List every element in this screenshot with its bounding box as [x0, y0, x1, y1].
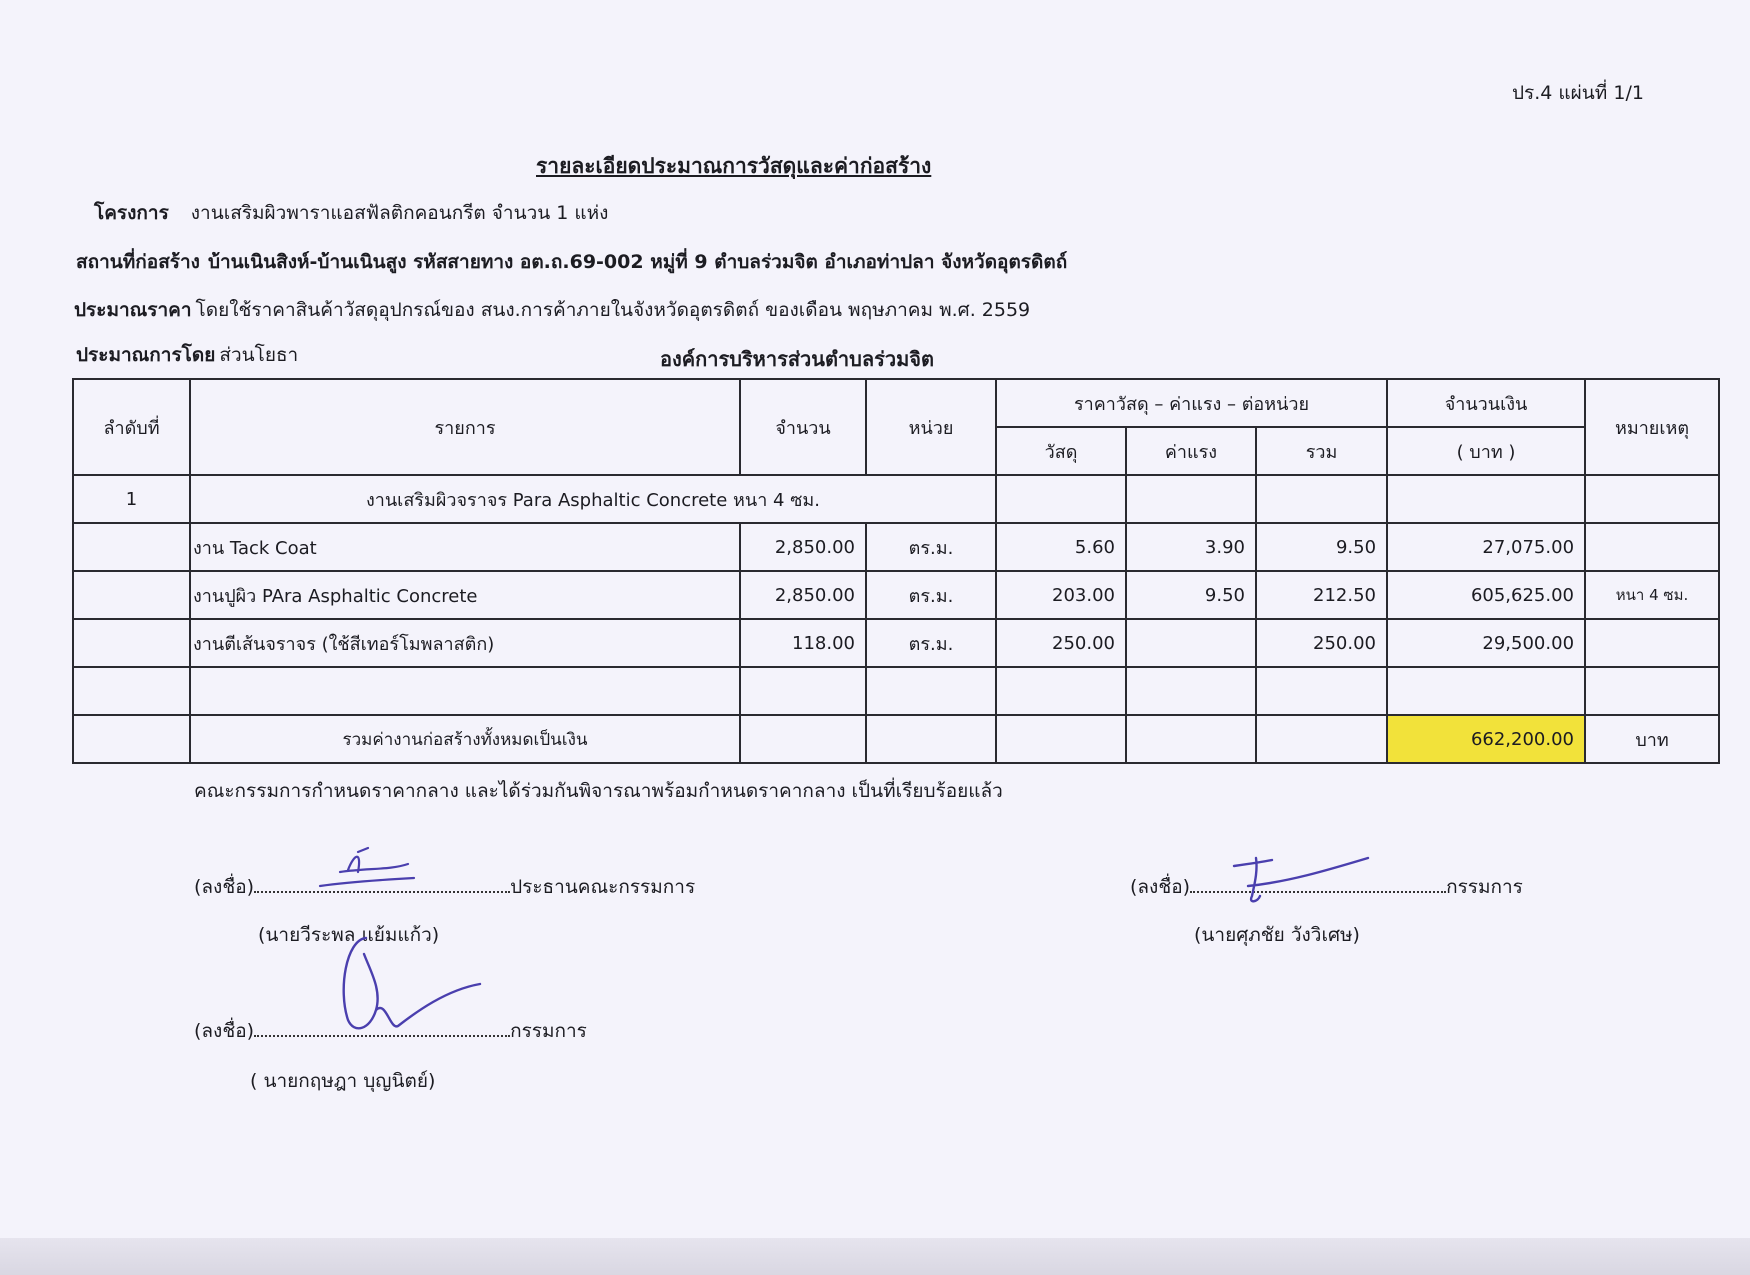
item-remark	[1585, 523, 1719, 571]
total-unit: บาท	[1585, 715, 1719, 763]
project-value: งานเสริมผิวพาราแอสฟัลติกคอนกรีต จำนวน 1 แห่ง	[190, 202, 609, 224]
sign-label: (ลงชื่อ)	[194, 1020, 255, 1042]
item-name: งานตีเส้นจราจร (ใช้สีเทอร์โมพลาสติก)	[190, 619, 740, 667]
empty-row	[73, 667, 1719, 715]
item-remark	[1585, 619, 1719, 667]
header-qty: จำนวน	[740, 379, 866, 475]
total-label: รวมค่างานก่อสร้างทั้งหมดเป็นเงิน	[190, 715, 740, 763]
item-unit: ตร.ม.	[866, 571, 996, 619]
price-line	[74, 295, 1030, 325]
member1-name: (นายศุภชัย วังวิเศษ)	[1194, 924, 1360, 946]
item-material: 203.00	[996, 571, 1126, 619]
estimate-table	[72, 378, 1720, 764]
item-remark: หนา 4 ซม.	[1585, 571, 1719, 619]
chair-role: ประธานคณะกรรมการ	[510, 876, 696, 898]
site-value: บ้านเนินสิงห์-บ้านเนินสูง รหัสสายทาง อต.ถ.69-002 หมู่ที่ 9 ตำบลร่วมจิต อำเภอท่าปลา จังหวัดอุตรดิตถ์	[207, 251, 1068, 273]
item-material: 250.00	[996, 619, 1126, 667]
item-amount: 27,075.00	[1387, 523, 1585, 571]
item-sum: 250.00	[1256, 619, 1387, 667]
item-name: งานปูผิว PAra Asphaltic Concrete	[190, 571, 740, 619]
header-material: วัสดุ	[996, 427, 1126, 475]
site-label: สถานที่ก่อสร้าง	[76, 251, 200, 273]
sheet-number: ปร.4 แผ่นที่ 1/1	[1512, 82, 1644, 104]
header-unit: หน่วย	[866, 379, 996, 475]
item-qty: 2,850.00	[740, 571, 866, 619]
chair-sign-line	[194, 872, 695, 902]
estimator-line	[76, 340, 298, 370]
table-row	[73, 571, 1719, 619]
member1-role: กรรมการ	[1446, 876, 1523, 898]
price-value: โดยใช้ราคาสินค้าวัสดุอุปกรณ์ของ สนง.การค้าภายในจังหวัดอุตรดิตถ์ ของเดือน พฤษภาคม พ.ศ. 2559	[195, 299, 1031, 321]
item-unit: ตร.ม.	[866, 523, 996, 571]
estimator-label: ประมาณการโดย	[76, 344, 216, 366]
item-sum: 212.50	[1256, 571, 1387, 619]
scan-bottom-edge	[0, 1238, 1750, 1275]
chair-name: (นายวีระพล แย้มแก้ว)	[258, 924, 440, 946]
item-qty: 2,850.00	[740, 523, 866, 571]
total-row	[73, 715, 1719, 763]
project-label: โครงการ	[94, 202, 169, 224]
member2-name: ( นายกฤษฎา บุญนิตย์)	[250, 1070, 436, 1092]
table-row	[73, 619, 1719, 667]
header-sum: รวม	[1256, 427, 1387, 475]
header-price-group: ราคาวัสดุ – ค่าแรง – ต่อหน่วย	[996, 379, 1387, 427]
section-title: งานเสริมผิวจราจร Para Asphaltic Concrete หนา 4 ซม.	[190, 475, 996, 523]
header-row-1	[73, 379, 1719, 427]
document-title: รายละเอียดประมาณการวัสดุและค่าก่อสร้าง	[536, 154, 932, 178]
price-label: ประมาณราคา	[74, 299, 192, 321]
header-amount-unit: ( บาท )	[1387, 427, 1585, 475]
item-amount: 605,625.00	[1387, 571, 1585, 619]
item-sum: 9.50	[1256, 523, 1387, 571]
table-row	[73, 523, 1719, 571]
project-line	[94, 198, 608, 228]
item-labor: 9.50	[1126, 571, 1256, 619]
member1-signature	[1228, 852, 1378, 908]
item-labor	[1126, 619, 1256, 667]
header-item: รายการ	[190, 379, 740, 475]
header-amount: จำนวนเงิน	[1387, 379, 1585, 427]
header-labor: ค่าแรง	[1126, 427, 1256, 475]
header-remark: หมายเหตุ	[1585, 379, 1719, 475]
header-no: ลำดับที่	[73, 379, 190, 475]
sign-label: (ลงชื่อ)	[1130, 876, 1191, 898]
item-qty: 118.00	[740, 619, 866, 667]
site-line	[76, 247, 1067, 277]
committee-note: คณะกรรมการกำหนดราคากลาง และได้ร่วมกันพิจารณาพร้อมกำหนดราคากลาง เป็นที่เรียบร้อยแล้ว	[194, 780, 1003, 802]
section-row	[73, 475, 1719, 523]
chair-signature	[318, 842, 418, 892]
item-material: 5.60	[996, 523, 1126, 571]
total-amount: 662,200.00	[1387, 715, 1585, 763]
organization-name: องค์การบริหารส่วนตำบลร่วมจิต	[660, 347, 934, 371]
sign-label: (ลงชื่อ)	[194, 876, 255, 898]
item-labor: 3.90	[1126, 523, 1256, 571]
section-no: 1	[73, 475, 190, 523]
member2-role: กรรมการ	[510, 1020, 587, 1042]
item-name: งาน Tack Coat	[190, 523, 740, 571]
item-unit: ตร.ม.	[866, 619, 996, 667]
member2-signature	[336, 930, 486, 1040]
item-amount: 29,500.00	[1387, 619, 1585, 667]
estimator-value: ส่วนโยธา	[219, 344, 299, 366]
